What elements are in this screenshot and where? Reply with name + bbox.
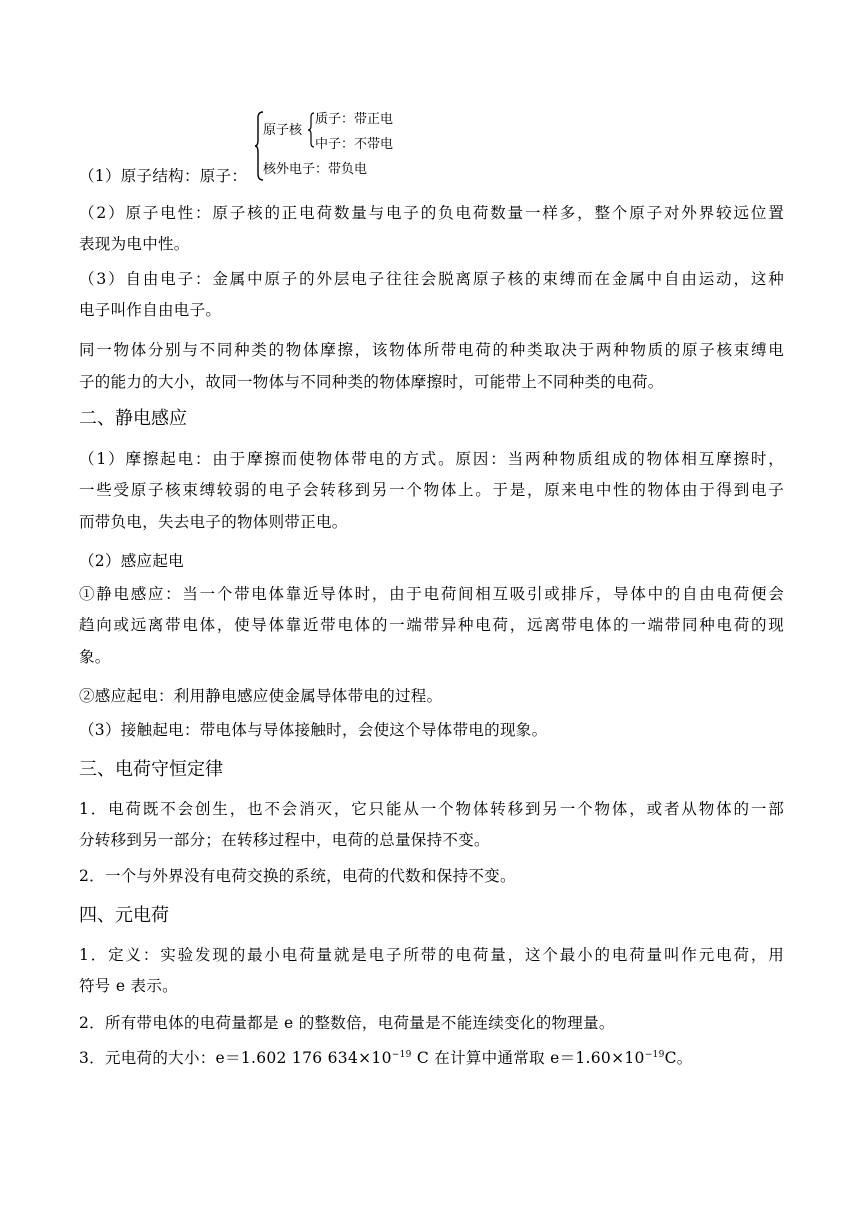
conservation-line-3: 2．一个与外界没有电荷交换的系统，电荷的代数和保持不变。 <box>79 867 516 885</box>
value-middle: C 在计算中通常取 e＝1.60×10 <box>411 1049 645 1067</box>
value-prefix: 3．元电荷的大小：e＝1.602 176 634×10 <box>79 1049 392 1067</box>
free-electron-line-2: 电子叫作自由电子。 <box>79 301 222 319</box>
conservation-line-2: 分转移到另一部分；在转移过程中，电荷的总量保持不变。 <box>79 831 490 849</box>
friction-charging-line-3: 而带负电，失去电子的物体则带正电。 <box>79 513 348 531</box>
friction-charging-line-1: （1）摩擦起电：由于摩擦而使物体带电的方式。原因：当两种物质组成的物体相互摩擦时， <box>79 450 784 468</box>
section-3-title: 三、电荷守恒定律 <box>79 759 223 780</box>
conservation-line-1: 1．电荷既不会创生，也不会消灭，它只能从一个物体转移到另一个物体，或者从物体的一部 <box>79 800 784 818</box>
friction-charging-line-2: 一些受原子核束缚较弱的电子会转移到另一个物体上。于是，原来电中性的物体由于得到电子 <box>79 481 784 499</box>
induction-line-1: ①静电感应：当一个带电体靠近导体时，由于电荷间相互吸引或排斥，导体中的自由电荷便会 <box>79 585 784 603</box>
friction-note-line-1: 同一物体分别与不同种类的物体摩擦，该物体所带电荷的种类取决于两种物质的原子核束缚电 <box>79 341 784 359</box>
elementary-charge-def-line-1: 1．定义：实验发现的最小电荷量就是电子所带的电荷量，这个最小的电荷量叫作元电荷，用 <box>79 946 784 964</box>
section-2-title: 二、静电感应 <box>79 408 187 429</box>
atom-structure-intro: （1）原子结构：原子： <box>79 167 248 185</box>
atom-charge-line-2: 表现为电中性。 <box>79 235 190 253</box>
exponent-1: −19 <box>391 1050 412 1060</box>
section-4-title: 四、元电荷 <box>79 905 169 926</box>
induction-charging-line: ②感应起电：利用静电感应使金属导体带电的过程。 <box>79 687 443 705</box>
friction-note-line-2: 子的能力的大小，故同一物体与不同种类的物体摩擦时，可能带上不同种类的电荷。 <box>79 373 664 391</box>
neutron-label: 中子：不带电 <box>315 137 394 152</box>
electron-label: 核外电子：带负电 <box>263 162 368 177</box>
elementary-charge-def-line-2: 符号 e 表示。 <box>79 977 178 995</box>
elementary-charge-value-line <box>79 1048 784 1068</box>
atom-charge-line-1: （2）原子电性：原子核的正电荷数量与电子的负电荷数量一样多，整个原子对外界较远位置 <box>79 204 784 222</box>
contact-charging-line: （3）接触起电：带电体与导体接触时，会使这个导体带电的现象。 <box>79 721 548 739</box>
proton-label: 质子：带正电 <box>315 112 394 127</box>
elementary-charge-integer-line: 2．所有带电体的电荷量都是 e 的整数倍，电荷量是不能连续变化的物理量。 <box>79 1014 615 1032</box>
induction-line-3: 象。 <box>79 648 111 666</box>
value-suffix: C。 <box>664 1049 693 1067</box>
exponent-2: −19 <box>644 1050 665 1060</box>
induction-line-2: 趋向或远离带电体，使导体靠近带电体的一端带异种电荷，远离带电体的一端带同种电荷的现 <box>79 616 784 634</box>
induction-charging-title: （2）感应起电 <box>79 552 184 570</box>
free-electron-line-1: （3）自由电子：金属中原子的外层电子往往会脱离原子核的束缚而在金属中自由运动，这种 <box>79 270 784 288</box>
nucleus-label: 原子核 <box>263 123 303 138</box>
